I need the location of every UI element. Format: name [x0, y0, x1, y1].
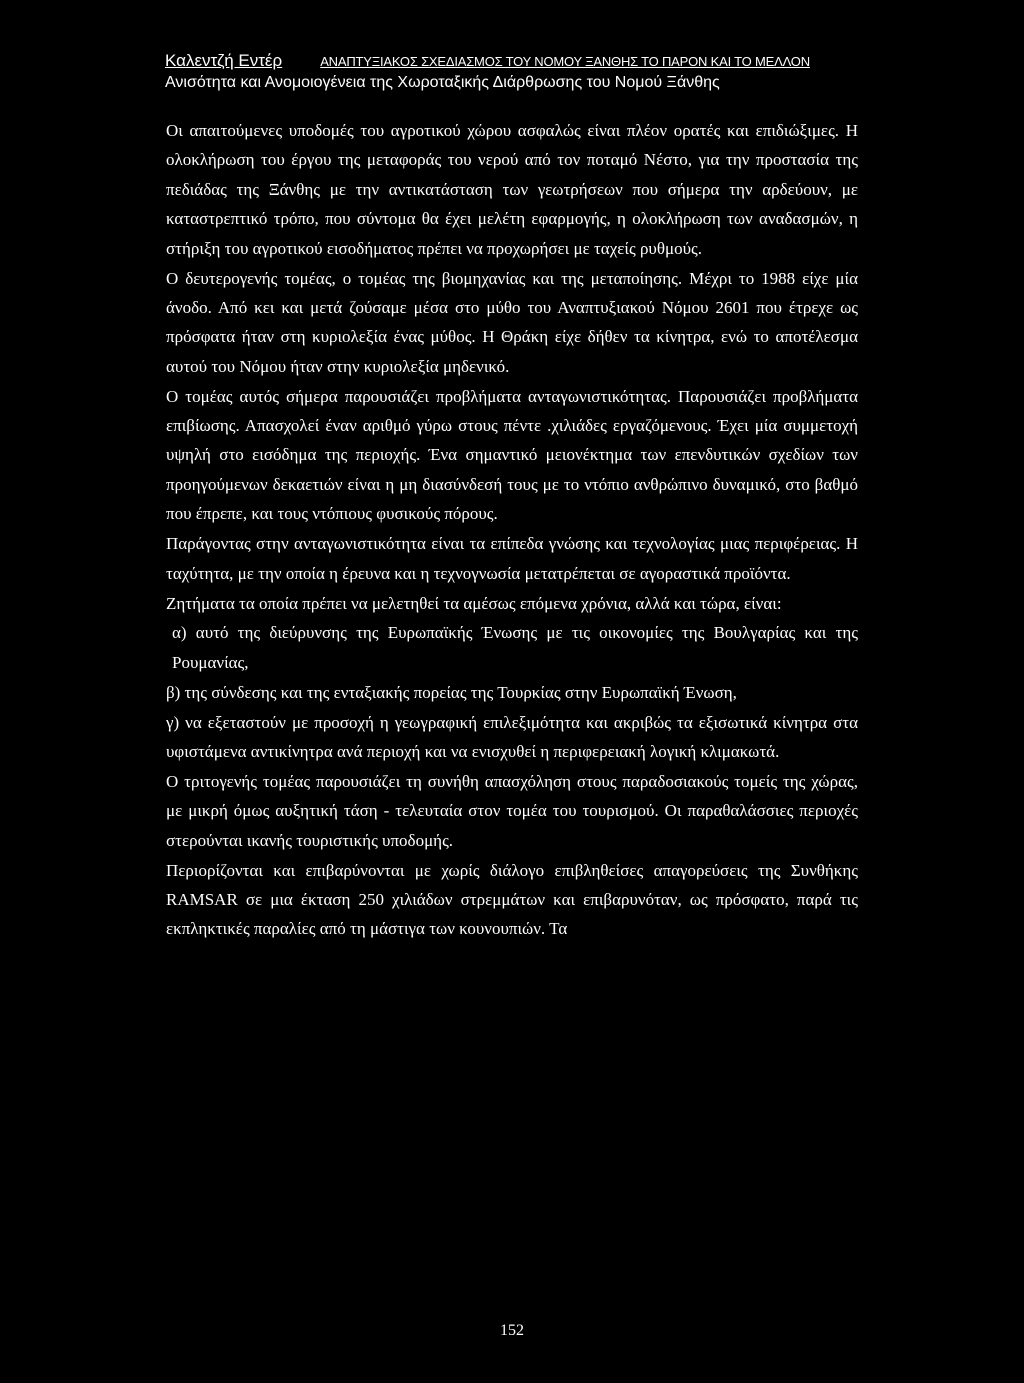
paragraph-tertiary-sector: Ο τριτογενής τομέας παρουσιάζει τη συνήθη απασχόληση στους παραδοσιακούς τομείς της χώρας, με μικρή όμως αυξητική τάση - τελευταία στον τομέα του τουρισμού. Οι παραθαλάσσιες περιοχές στερούνται ικανής τουριστικής υποδομής. — [166, 771, 858, 850]
list-item-c: γ) να εξεταστούν με προσοχή η γεωγραφική επιλεξιμότητα και ακριβώς τα εξισωτικά κίνητρα στα υφιστάμενα αντικίνητρα ανά περιοχή και να ενισχυθεί η περιφερειακή λογική κλιμακωτά. — [166, 712, 858, 762]
paragraph-competitiveness-problems: Ο τομέας αυτός σήμερα παρουσιάζει προβλήματα ανταγωνιστικότητας. Παρουσιάζει προβλήματα επιβίωσης. Απασχολεί έναν αριθμό γύρω στους πέντε .χιλιάδες εργαζόμενους. Έχει μία συμμετοχή υψηλή στο εισόδημα της περιοχής. Ένα σημαντικό μειονέκτημα των επενδυτικών σχεδίων των προηγούμενων δεκαετιών είναι η μη διασύνδεσή τους με το ντόπιο ανθρώπινο δυναμικό, στο βαθμό που έπρεπε, και τους ντόπιους φυσικούς πόρους. — [166, 386, 858, 524]
paragraph-secondary-sector: Ο δευτερογενής τομέας, ο τομέας της βιομηχανίας και της μεταποίησης. Μέχρι το 1988 είχε μία άνοδο. Από κει και μετά ζούσαμε μέσα στο μύθο του Αναπτυξιακού Νόμου 2601 που έτρεχε ως πρόσφατα ήταν στη κυριολεξία ένας μύθος. Η Θράκη είχε δήθεν τα κίνητρα, ενώ το αποτέλεσμα αυτού του Νόμου ήταν στην κυριολεξία μηδενικό. — [166, 268, 858, 376]
page-header — [165, 50, 865, 93]
paragraph-issues-intro: Ζητήματα τα οποία πρέπει να μελετηθεί τα αμέσως επόμενα χρόνια, αλλά και τώρα, είναι: — [166, 593, 782, 613]
header-author: Καλεντζή Εντέρ — [165, 51, 283, 70]
list-item-a: α) αυτό της διεύρυνσης της Ευρωπαϊκής Ένωσης με τις οικονομίες της Βουλγαρίας και της Ρουμανίας, — [172, 623, 858, 672]
list-item-b: β) της σύνδεσης και της ενταξιακής πορείας της Τουρκίας στην Ευρωπαϊκή Ένωση, — [166, 682, 737, 702]
paragraph-ramsar: Περιορίζονται και επιβαρύνονται με χωρίς διάλογο επιβληθείσες απαγορεύσεις της Συνθήκης RAMSAR σε μια έκταση 250 χιλιάδων στρεμμάτων και επιβαρυνόταν, ως πρόσφατο, παρά τις εκπληκτικές παραλίες από τη μάστιγα των κουνουπιών. Τα — [166, 860, 858, 939]
paragraph-agriculture-infrastructure: Οι απαιτούμενες υποδομές του αγροτικού χώρου ασφαλώς είναι πλέον ορατές και επιδιώξιμες. Η ολοκλήρωση του έργου της μεταφοράς του νερού από τον ποταμό Νέστο, για την προστασία της πεδιάδας της Ξάνθης με την αντικατάσταση των γεωτρήσεων που σήμερα την αρδεύουν, με καταστρεπτικό τρόπο, που σύντομα θα έχει μελέτη εφαρμογής, η ολοκλήρωση των αναδασμών, η στήριξη του αγροτικού εισοδήματος πρέπει να προχωρήσει με ταχείς ρυθμούς. — [166, 121, 858, 258]
page-body — [166, 116, 858, 944]
page-number: 152 — [500, 1322, 524, 1339]
paragraph-knowledge-technology: Παράγοντας στην ανταγωνιστικότητα είναι τα επίπεδα γνώσης και τεχνολογίας μιας περιφέρειας. Η ταχύτητα, με την οποία η έρευνα και η τεχνογνωσία μετατρέπεται σε αγοραστικά προϊόντα. — [166, 534, 858, 583]
header-title: ΑΝΑΠΤΥΞΙΑΚΟΣ ΣΧΕΔΙΑΣΜΟΣ ΤΟΥ ΝΟΜΟΥ ΞΑΝΘΗΣ ΤΟ ΠΑΡΟΝ ΚΑΙ ΤΟ ΜΕΛΛΟΝ — [320, 54, 810, 69]
header-subtitle: Ανισότητα και Ανομοιογένεια της Χωροταξικής Διάρθρωσης του Νομού Ξάνθης — [165, 74, 720, 91]
header-line — [165, 50, 865, 72]
